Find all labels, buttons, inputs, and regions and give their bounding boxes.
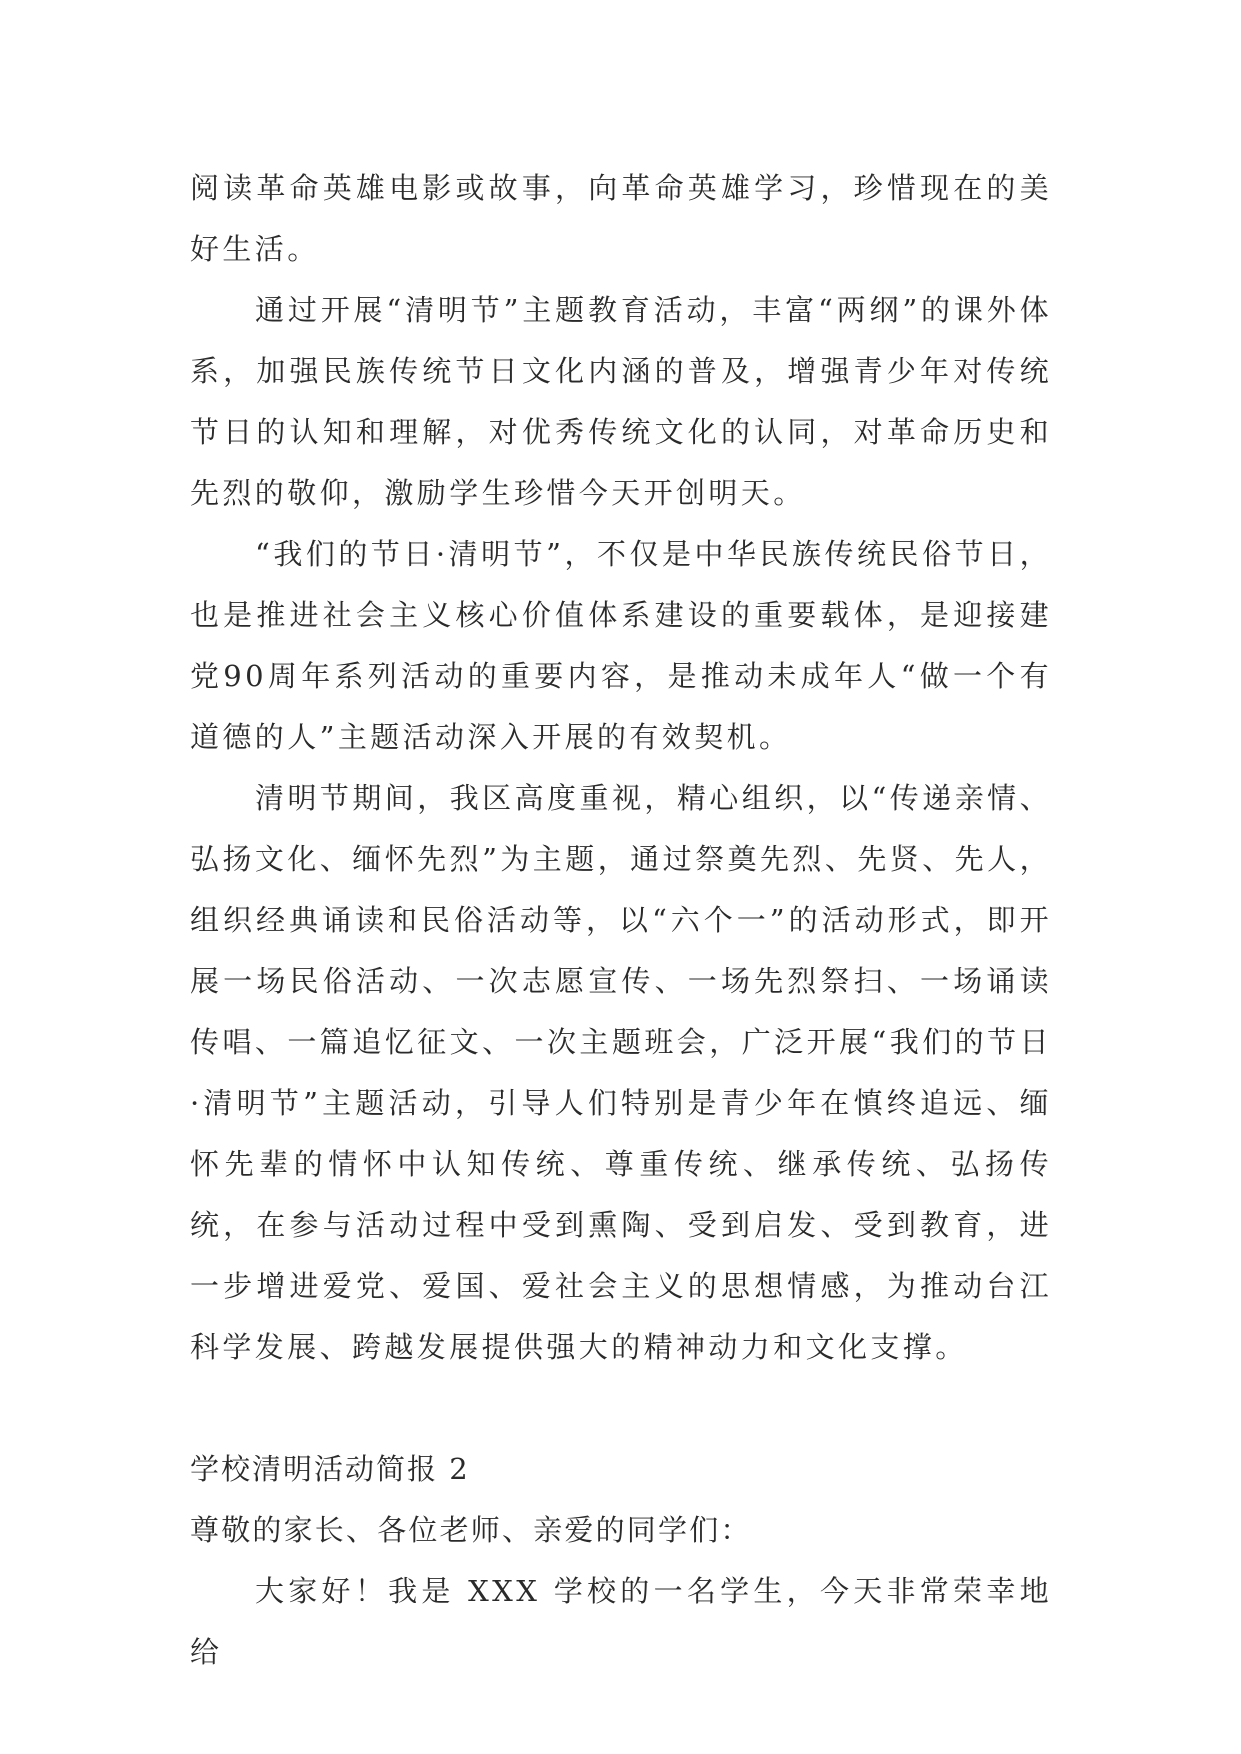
paragraph-district-activities: 清明节期间，我区高度重视，精心组织，以“传递亲情、弘扬文化、缅怀先烈”为主题，通过祭奠先烈、先贤、先人，组织经典诵读和民俗活动等，以“六个一”的活动形式，即开展一场民俗活动、一次志愿宣传、一场先烈祭扫、一场诵读传唱、一篇追忆征文、一次主题班会，广泛开展“我们的节日·清明节”主题活动，引导人们特别是青少年在慎终追远、缅怀先辈的情怀中认知传统、尊重传统、继承传统、弘扬传统，在参与活动过程中受到熏陶、受到启发、受到教育，进一步增进爱党、爱国、爱社会主义的思想情感，为推动台江科学发展、跨越发展提供强大的精神动力和文化支撑。 bbox=[190, 781, 1052, 1364]
paragraph-speech-opening: 大家好！我是 XXX 学校的一名学生，今天非常荣幸地给 bbox=[190, 1574, 1052, 1669]
document-body bbox=[190, 158, 1052, 1683]
paragraph-activity-purpose: 通过开展“清明节”主题教育活动，丰富“两纲”的课外体系，加强民族传统节日文化内涵的普及，增强青少年对传统节日的认知和理解，对优秀传统文化的认同，对革命历史和先烈的敬仰，激励学生珍惜今天开创明天。 bbox=[190, 293, 1052, 510]
paragraph-continuation: 阅读革命英雄电影或故事，向革命英雄学习，珍惜现在的美好生活。 bbox=[190, 171, 1052, 266]
section-title: 学校清明活动简报 2 bbox=[190, 1452, 470, 1486]
section-spacer bbox=[190, 1378, 1052, 1439]
salutation-line: 尊敬的家长、各位老师、亲爱的同学们： bbox=[190, 1513, 752, 1547]
paragraph-festival-significance: “我们的节日·清明节”，不仅是中华民族传统民俗节日，也是推进社会主义核心价值体系建设的重要载体，是迎接建党90周年系列活动的重要内容，是推动未成年人“做一个有道德的人”主题活动深入开展的有效契机。 bbox=[190, 537, 1052, 754]
